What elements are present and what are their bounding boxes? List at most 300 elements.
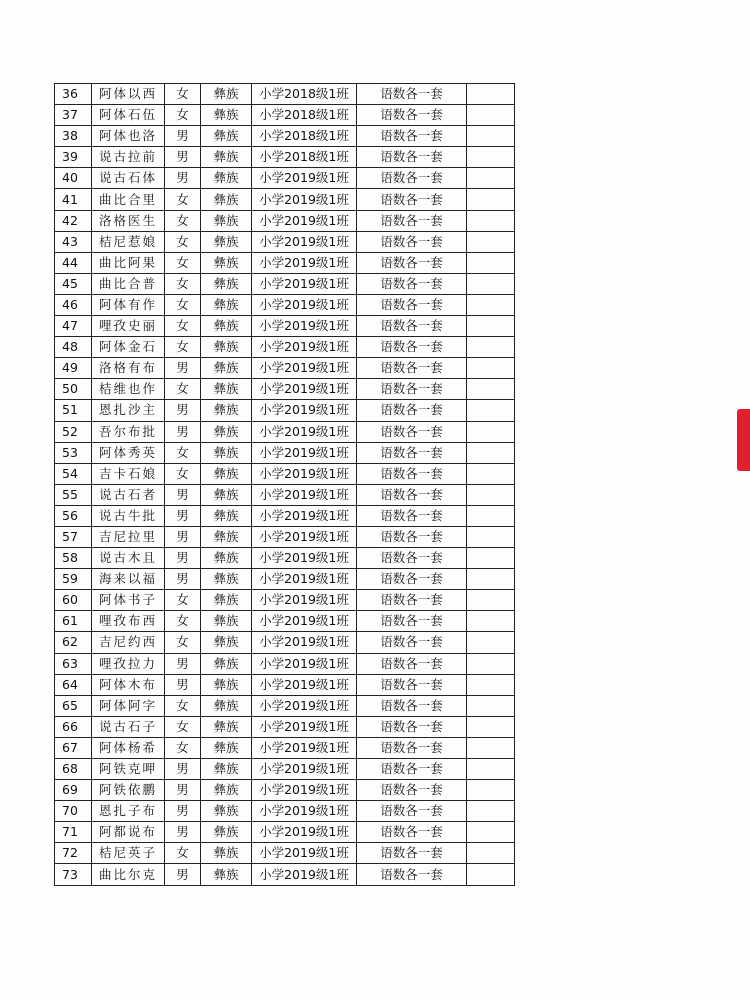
table-row [55,695,515,716]
student-roster-table [54,83,515,886]
student-ethnicity: 彝族 [201,252,252,273]
row-number: 59 [55,569,92,590]
books-issued: 语数各一套 [357,716,467,737]
table-row [55,421,515,442]
student-ethnicity: 彝族 [201,759,252,780]
student-class: 小学2019级1班 [252,252,357,273]
student-ethnicity: 彝族 [201,379,252,400]
student-ethnicity: 彝族 [201,316,252,337]
student-ethnicity: 彝族 [201,105,252,126]
student-class: 小学2019级1班 [252,484,357,505]
row-number: 70 [55,801,92,822]
student-name: 说古拉前 [92,147,165,168]
student-class: 小学2019级1班 [252,864,357,885]
books-issued: 语数各一套 [357,569,467,590]
table-row [55,147,515,168]
books-issued: 语数各一套 [357,210,467,231]
table-row [55,463,515,484]
student-class: 小学2019级1班 [252,526,357,547]
remarks-cell [467,84,515,105]
table-row [55,611,515,632]
student-name: 阿铁依鹏 [92,780,165,801]
remarks-cell [467,105,515,126]
table-row [55,780,515,801]
student-gender: 女 [165,611,201,632]
student-gender: 女 [165,337,201,358]
student-class: 小学2019级1班 [252,273,357,294]
row-number: 57 [55,526,92,547]
student-name: 吉卡石娘 [92,463,165,484]
student-name: 吉尼拉里 [92,526,165,547]
student-class: 小学2019级1班 [252,400,357,421]
student-class: 小学2019级1班 [252,759,357,780]
student-gender: 男 [165,801,201,822]
table-row [55,189,515,210]
student-ethnicity: 彝族 [201,273,252,294]
row-number: 39 [55,147,92,168]
student-class: 小学2019级1班 [252,463,357,484]
books-issued: 语数各一套 [357,126,467,147]
student-gender: 女 [165,843,201,864]
student-name: 海来以福 [92,569,165,590]
student-name: 说古牛批 [92,505,165,526]
student-gender: 男 [165,759,201,780]
student-ethnicity: 彝族 [201,294,252,315]
student-name: 桔尼惹娘 [92,231,165,252]
student-ethnicity: 彝族 [201,674,252,695]
student-gender: 男 [165,484,201,505]
student-gender: 男 [165,526,201,547]
remarks-cell [467,759,515,780]
student-name: 吉尼约西 [92,632,165,653]
row-number: 64 [55,674,92,695]
remarks-cell [467,822,515,843]
remarks-cell [467,252,515,273]
books-issued: 语数各一套 [357,632,467,653]
remarks-cell [467,210,515,231]
student-ethnicity: 彝族 [201,358,252,379]
row-number: 73 [55,864,92,885]
student-name: 桔维也作 [92,379,165,400]
student-name: 阿体秀英 [92,442,165,463]
student-name: 说古石者 [92,484,165,505]
books-issued: 语数各一套 [357,548,467,569]
row-number: 55 [55,484,92,505]
books-issued: 语数各一套 [357,526,467,547]
table-row [55,273,515,294]
student-ethnicity: 彝族 [201,843,252,864]
student-name: 吾尔布批 [92,421,165,442]
books-issued: 语数各一套 [357,294,467,315]
student-ethnicity: 彝族 [201,400,252,421]
books-issued: 语数各一套 [357,337,467,358]
row-number: 65 [55,695,92,716]
row-number: 43 [55,231,92,252]
row-number: 67 [55,737,92,758]
student-name: 说古石子 [92,716,165,737]
books-issued: 语数各一套 [357,505,467,526]
row-number: 51 [55,400,92,421]
table-row [55,548,515,569]
student-name: 曲比尔克 [92,864,165,885]
student-class: 小学2019级1班 [252,653,357,674]
books-issued: 语数各一套 [357,674,467,695]
books-issued: 语数各一套 [357,231,467,252]
student-class: 小学2019级1班 [252,801,357,822]
student-class: 小学2019级1班 [252,189,357,210]
table-row [55,632,515,653]
table-row [55,379,515,400]
row-number: 71 [55,822,92,843]
student-gender: 女 [165,189,201,210]
row-number: 47 [55,316,92,337]
row-number: 54 [55,463,92,484]
student-gender: 男 [165,864,201,885]
remarks-cell [467,168,515,189]
student-name: 哩孜拉力 [92,653,165,674]
row-number: 40 [55,168,92,189]
student-gender: 男 [165,548,201,569]
student-name: 阿铁克呷 [92,759,165,780]
student-class: 小学2019级1班 [252,442,357,463]
row-number: 56 [55,505,92,526]
remarks-cell [467,231,515,252]
student-ethnicity: 彝族 [201,421,252,442]
student-class: 小学2019级1班 [252,168,357,189]
table-row [55,569,515,590]
student-gender: 女 [165,294,201,315]
table-row [55,231,515,252]
student-ethnicity: 彝族 [201,569,252,590]
student-ethnicity: 彝族 [201,548,252,569]
books-issued: 语数各一套 [357,147,467,168]
student-gender: 女 [165,84,201,105]
remarks-cell [467,716,515,737]
table-row [55,864,515,885]
books-issued: 语数各一套 [357,759,467,780]
roster-body [55,84,515,886]
student-gender: 男 [165,168,201,189]
table-row [55,168,515,189]
student-class: 小学2019级1班 [252,737,357,758]
remarks-cell [467,737,515,758]
books-issued: 语数各一套 [357,843,467,864]
row-number: 38 [55,126,92,147]
student-name: 洛格医生 [92,210,165,231]
student-class: 小学2019级1班 [252,316,357,337]
student-ethnicity: 彝族 [201,780,252,801]
books-issued: 语数各一套 [357,105,467,126]
books-issued: 语数各一套 [357,442,467,463]
student-ethnicity: 彝族 [201,653,252,674]
remarks-cell [467,126,515,147]
table-row [55,105,515,126]
books-issued: 语数各一套 [357,737,467,758]
books-issued: 语数各一套 [357,400,467,421]
row-number: 46 [55,294,92,315]
student-gender: 男 [165,505,201,526]
remarks-cell [467,843,515,864]
row-number: 48 [55,337,92,358]
student-gender: 女 [165,105,201,126]
student-gender: 女 [165,442,201,463]
books-issued: 语数各一套 [357,463,467,484]
student-ethnicity: 彝族 [201,484,252,505]
row-number: 52 [55,421,92,442]
remarks-cell [467,421,515,442]
remarks-cell [467,358,515,379]
student-class: 小学2018级1班 [252,105,357,126]
table-row [55,759,515,780]
remarks-cell [467,273,515,294]
books-issued: 语数各一套 [357,611,467,632]
table-row [55,358,515,379]
table-row [55,737,515,758]
remarks-cell [467,780,515,801]
student-ethnicity: 彝族 [201,590,252,611]
remarks-cell [467,337,515,358]
student-gender: 女 [165,463,201,484]
student-class: 小学2019级1班 [252,674,357,695]
books-issued: 语数各一套 [357,822,467,843]
row-number: 62 [55,632,92,653]
table-row [55,294,515,315]
student-ethnicity: 彝族 [201,632,252,653]
remarks-cell [467,674,515,695]
student-name: 阿都说布 [92,822,165,843]
student-gender: 男 [165,147,201,168]
row-number: 50 [55,379,92,400]
student-name: 阿体木布 [92,674,165,695]
student-name: 阿体书子 [92,590,165,611]
remarks-cell [467,463,515,484]
student-name: 曲比合里 [92,189,165,210]
student-class: 小学2019级1班 [252,421,357,442]
student-gender: 男 [165,569,201,590]
books-issued: 语数各一套 [357,84,467,105]
student-gender: 男 [165,653,201,674]
remarks-cell [467,400,515,421]
student-name: 阿体以西 [92,84,165,105]
student-name: 曲比阿果 [92,252,165,273]
student-ethnicity: 彝族 [201,231,252,252]
books-issued: 语数各一套 [357,590,467,611]
row-number: 44 [55,252,92,273]
student-ethnicity: 彝族 [201,337,252,358]
books-issued: 语数各一套 [357,252,467,273]
table-row [55,400,515,421]
red-index-tab [737,409,750,471]
student-name: 哩孜布西 [92,611,165,632]
student-name: 阿体也洛 [92,126,165,147]
student-ethnicity: 彝族 [201,126,252,147]
student-gender: 女 [165,210,201,231]
row-number: 37 [55,105,92,126]
remarks-cell [467,653,515,674]
books-issued: 语数各一套 [357,484,467,505]
books-issued: 语数各一套 [357,379,467,400]
row-number: 45 [55,273,92,294]
student-name: 阿体阿字 [92,695,165,716]
student-name: 说古木且 [92,548,165,569]
student-gender: 女 [165,231,201,252]
student-gender: 男 [165,780,201,801]
student-ethnicity: 彝族 [201,147,252,168]
student-class: 小学2019级1班 [252,695,357,716]
student-class: 小学2019级1班 [252,632,357,653]
student-ethnicity: 彝族 [201,442,252,463]
table-row [55,801,515,822]
student-ethnicity: 彝族 [201,864,252,885]
student-class: 小学2019级1班 [252,843,357,864]
student-gender: 男 [165,822,201,843]
row-number: 36 [55,84,92,105]
student-name: 说古石体 [92,168,165,189]
student-class: 小学2019级1班 [252,822,357,843]
student-class: 小学2018级1班 [252,84,357,105]
student-gender: 女 [165,379,201,400]
student-class: 小学2018级1班 [252,147,357,168]
student-ethnicity: 彝族 [201,463,252,484]
student-gender: 男 [165,421,201,442]
student-gender: 女 [165,716,201,737]
student-class: 小学2019级1班 [252,716,357,737]
remarks-cell [467,611,515,632]
table-row [55,442,515,463]
student-class: 小学2019级1班 [252,590,357,611]
student-class: 小学2019级1班 [252,294,357,315]
row-number: 49 [55,358,92,379]
table-row [55,126,515,147]
row-number: 41 [55,189,92,210]
remarks-cell [467,147,515,168]
table-row [55,484,515,505]
row-number: 69 [55,780,92,801]
row-number: 60 [55,590,92,611]
books-issued: 语数各一套 [357,189,467,210]
student-class: 小学2019级1班 [252,231,357,252]
row-number: 53 [55,442,92,463]
student-ethnicity: 彝族 [201,716,252,737]
table-row [55,822,515,843]
table-row [55,590,515,611]
remarks-cell [467,590,515,611]
student-name: 阿体金石 [92,337,165,358]
student-ethnicity: 彝族 [201,737,252,758]
student-ethnicity: 彝族 [201,695,252,716]
student-gender: 女 [165,695,201,716]
student-class: 小学2019级1班 [252,210,357,231]
row-number: 61 [55,611,92,632]
student-ethnicity: 彝族 [201,168,252,189]
student-ethnicity: 彝族 [201,611,252,632]
student-name: 阿体石伍 [92,105,165,126]
remarks-cell [467,484,515,505]
row-number: 42 [55,210,92,231]
student-class: 小学2019级1班 [252,780,357,801]
row-number: 66 [55,716,92,737]
student-gender: 男 [165,400,201,421]
student-ethnicity: 彝族 [201,526,252,547]
student-ethnicity: 彝族 [201,822,252,843]
books-issued: 语数各一套 [357,358,467,379]
student-class: 小学2019级1班 [252,569,357,590]
table-row [55,210,515,231]
student-name: 阿体杨希 [92,737,165,758]
books-issued: 语数各一套 [357,421,467,442]
table-row [55,84,515,105]
books-issued: 语数各一套 [357,801,467,822]
table-row [55,316,515,337]
remarks-cell [467,801,515,822]
remarks-cell [467,632,515,653]
remarks-cell [467,379,515,400]
student-gender: 女 [165,590,201,611]
student-name: 恩扎沙主 [92,400,165,421]
table-row [55,505,515,526]
student-ethnicity: 彝族 [201,210,252,231]
table-row [55,252,515,273]
table-row [55,674,515,695]
remarks-cell [467,294,515,315]
remarks-cell [467,526,515,547]
row-number: 63 [55,653,92,674]
student-gender: 男 [165,126,201,147]
student-class: 小学2019级1班 [252,379,357,400]
remarks-cell [467,316,515,337]
remarks-cell [467,505,515,526]
table-row [55,526,515,547]
student-name: 桔尼英子 [92,843,165,864]
student-ethnicity: 彝族 [201,84,252,105]
student-gender: 女 [165,252,201,273]
table-row [55,716,515,737]
student-name: 阿体有作 [92,294,165,315]
student-class: 小学2019级1班 [252,611,357,632]
books-issued: 语数各一套 [357,864,467,885]
student-name: 恩扎子布 [92,801,165,822]
remarks-cell [467,189,515,210]
row-number: 72 [55,843,92,864]
books-issued: 语数各一套 [357,316,467,337]
table-row [55,653,515,674]
student-class: 小学2019级1班 [252,505,357,526]
student-name: 哩孜史丽 [92,316,165,337]
student-name: 洛格有布 [92,358,165,379]
books-issued: 语数各一套 [357,780,467,801]
row-number: 68 [55,759,92,780]
student-class: 小学2019级1班 [252,337,357,358]
remarks-cell [467,695,515,716]
student-ethnicity: 彝族 [201,189,252,210]
books-issued: 语数各一套 [357,653,467,674]
student-gender: 男 [165,674,201,695]
remarks-cell [467,864,515,885]
student-name: 曲比合普 [92,273,165,294]
student-class: 小学2018级1班 [252,126,357,147]
remarks-cell [467,442,515,463]
books-issued: 语数各一套 [357,695,467,716]
student-ethnicity: 彝族 [201,505,252,526]
books-issued: 语数各一套 [357,273,467,294]
student-gender: 女 [165,632,201,653]
student-class: 小学2019级1班 [252,548,357,569]
books-issued: 语数各一套 [357,168,467,189]
table-row [55,337,515,358]
student-ethnicity: 彝族 [201,801,252,822]
student-gender: 女 [165,273,201,294]
student-class: 小学2019级1班 [252,358,357,379]
